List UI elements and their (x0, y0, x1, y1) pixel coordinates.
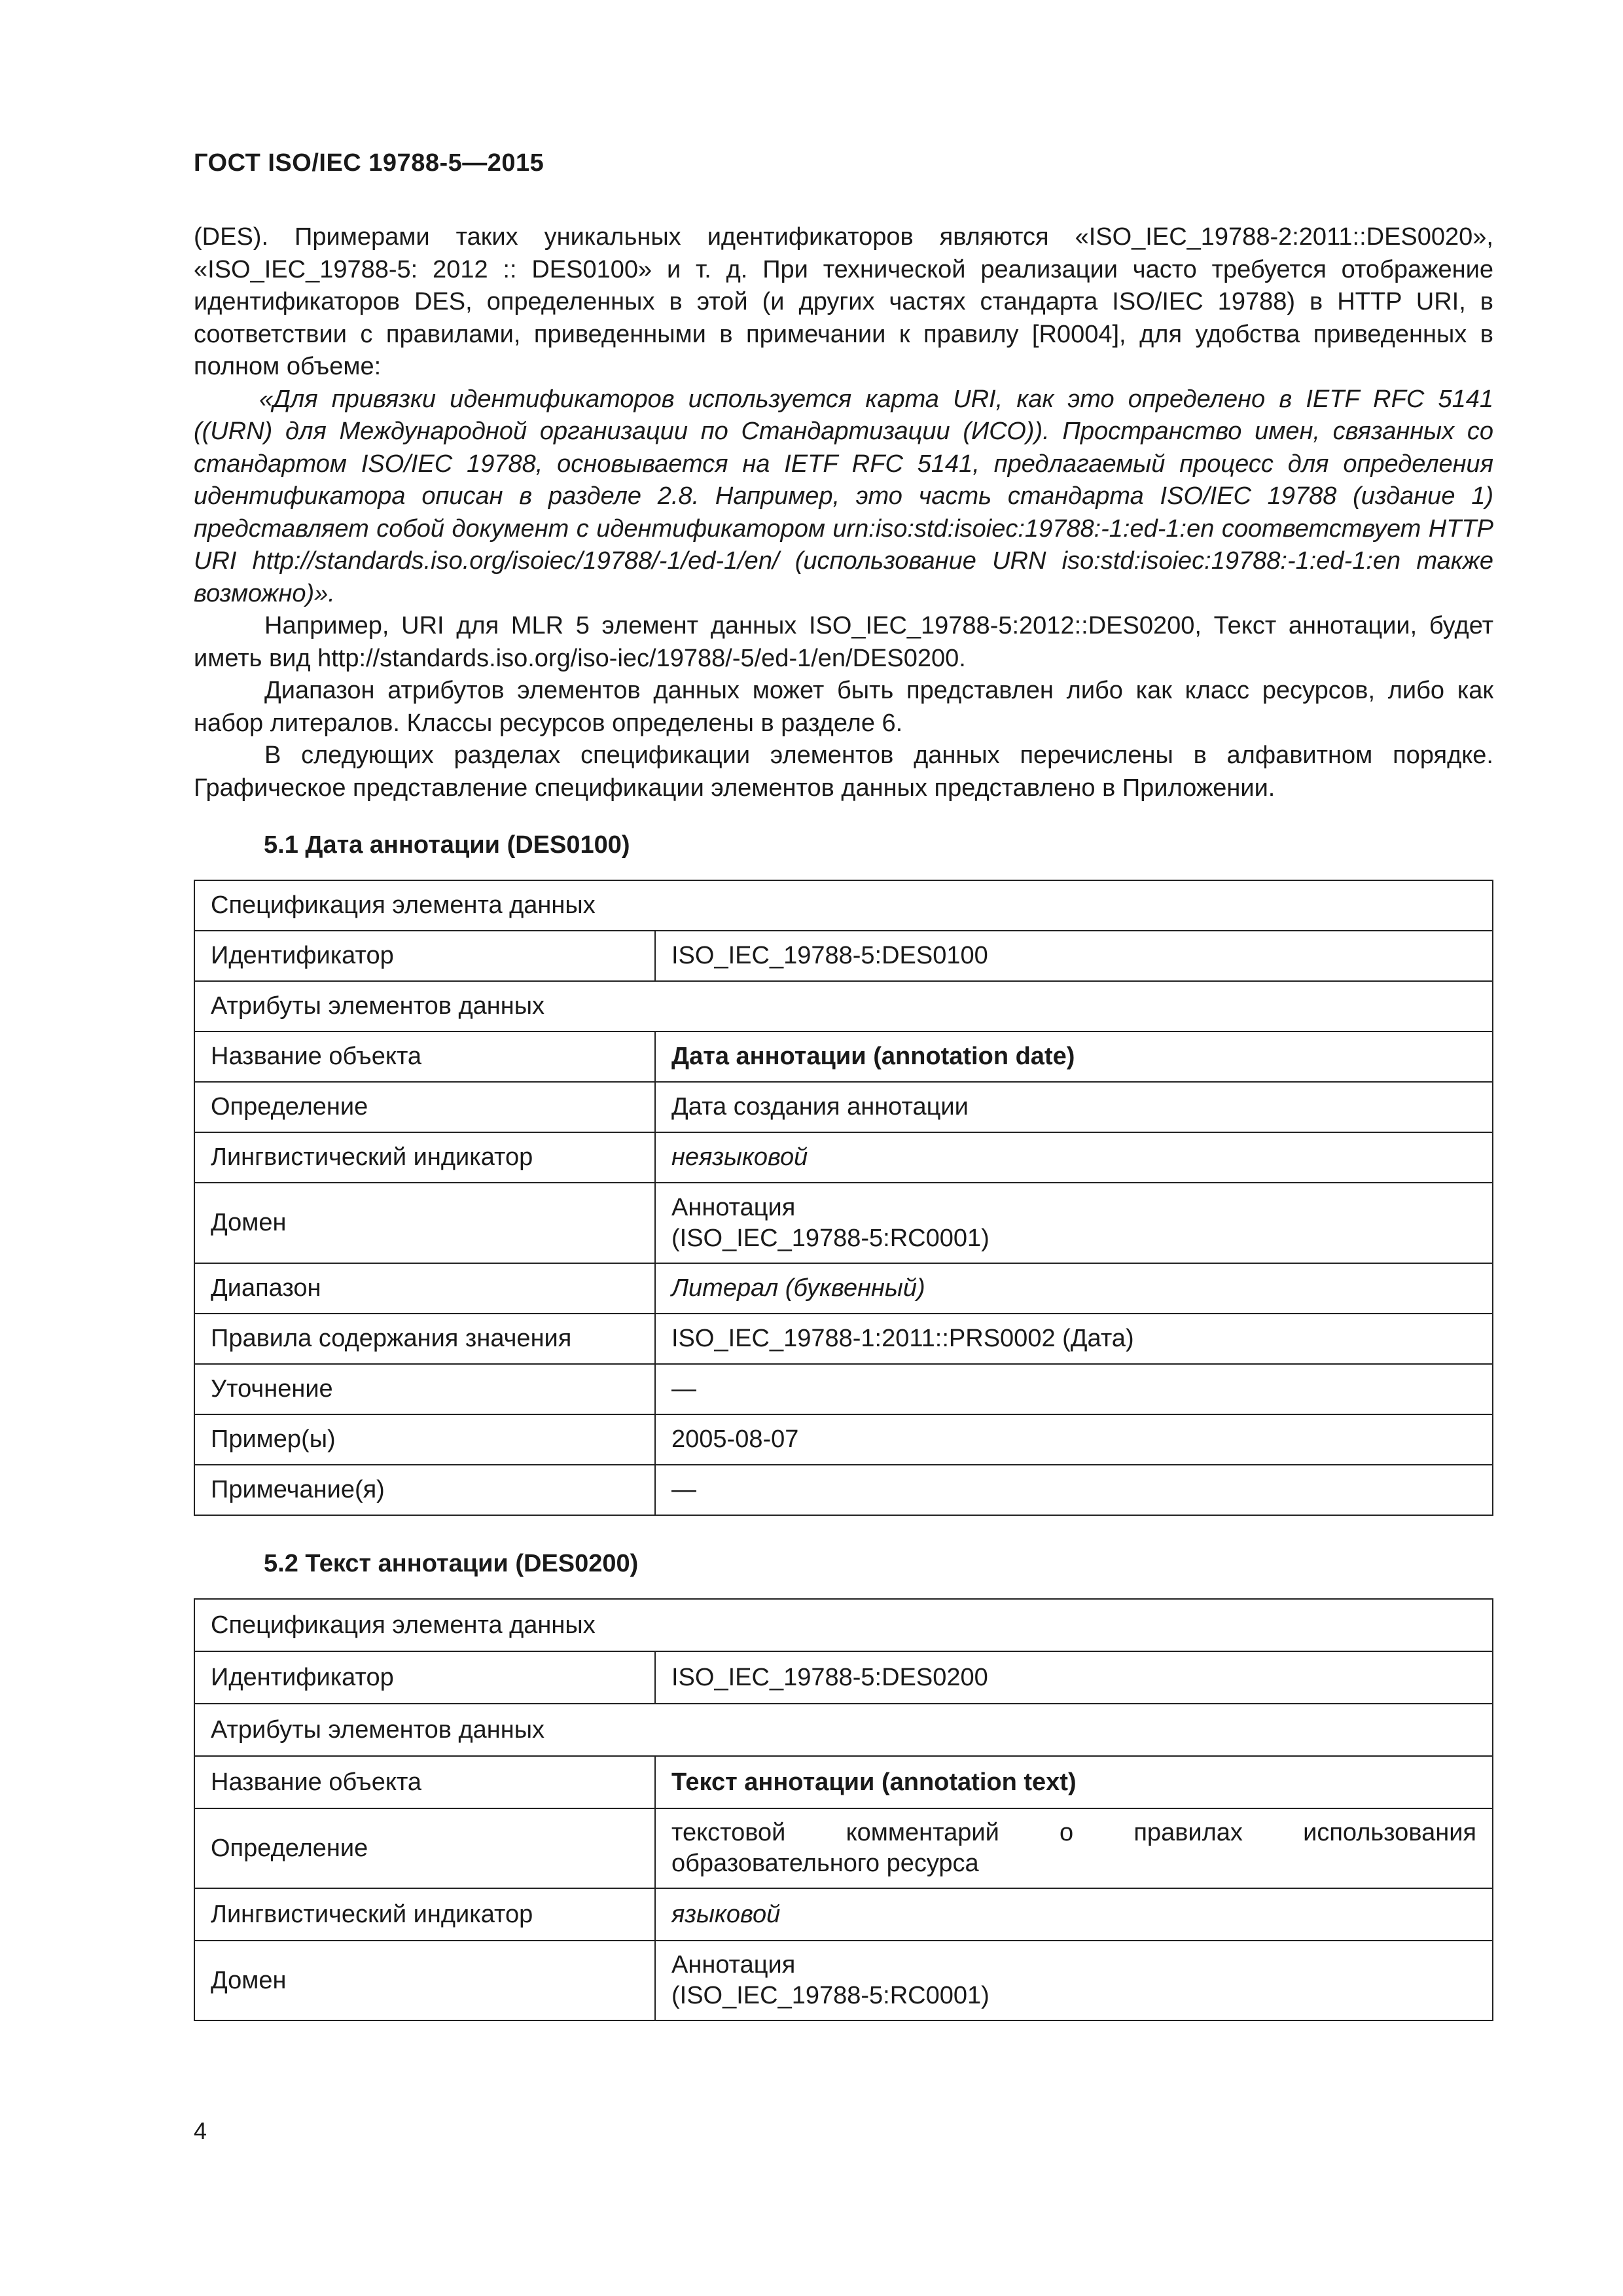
paragraph: Например, URI для MLR 5 элемент данных ISO_IEC_19788-5:2012::DES0200, Текст аннотации, будет иметь вид http://standards.iso.org/iso-iec/19788/-5/ed-1/en/DES0200. (194, 612, 1493, 672)
table-row (194, 1808, 1493, 1888)
table-value-cell: — (655, 1364, 1493, 1414)
table-value-cell: ISO_IEC_19788-1:2011::PRS0002 (Дата) (655, 1314, 1493, 1364)
spec-table-des0100 (194, 880, 1493, 1516)
table-label-cell: Домен (194, 1941, 655, 2020)
table-label-cell: Пример(ы) (194, 1414, 655, 1465)
section-title: 5.1 Дата аннотации (DES0100) (264, 831, 630, 859)
table-label-cell: Правила содержания значения (194, 1314, 655, 1364)
table-label-cell: Лингвистический индикатор (194, 1888, 655, 1941)
table-value-cell: Дата аннотации (annotation date) (655, 1031, 1493, 1082)
body-text (194, 221, 1493, 804)
table-row (194, 1132, 1493, 1183)
table-row (194, 1888, 1493, 1941)
table-label-cell: Идентификатор (194, 1651, 655, 1704)
table-header-cell: Атрибуты элементов данных (194, 981, 1493, 1031)
table-row (194, 1183, 1493, 1263)
table-label-cell: Название объекта (194, 1756, 655, 1808)
table-row (194, 1599, 1493, 1651)
table-row (194, 1082, 1493, 1132)
table-value-cell (655, 1183, 1493, 1263)
page-number: 4 (194, 2117, 207, 2144)
table-label-cell: Диапазон (194, 1263, 655, 1314)
domain-line: Аннотация (671, 1951, 796, 1979)
table-value-cell: текстовой комментарий о правилах использования образовательного ресурса (655, 1808, 1493, 1888)
table-row (194, 1651, 1493, 1704)
table-label-cell: Определение (194, 1082, 655, 1132)
table-value-cell: — (655, 1465, 1493, 1515)
table-row (194, 1465, 1493, 1515)
table-label-cell: Примечание(я) (194, 1465, 655, 1515)
table-row (194, 1704, 1493, 1756)
table-value-cell: Текст аннотации (annotation text) (655, 1756, 1493, 1808)
section-title: 5.2 Текст аннотации (DES0200) (264, 1550, 639, 1577)
quote-paragraph: «Для привязки идентификаторов используется карта URI, как это определено в IETF RFC 5141 ((URN) для Международной организации по Стандартизации (ИСО)). Пространство имен, связанных со стандартом ISO/IEC 19788, основывается на IETF RFC 5141, предлагаемый процесс для определения идентификатора описан в разделе 2.8. Например, это часть стандарта ISO/IEC 19788 (издание 1) представляет собой документ с идентификатором urn:iso:std:isoiec:19788:-1:ed-1:en соответствует HTTP URI http://standards.iso.org/isoiec/19788/-1/ed-1/en/ (использование URN iso:std:isoiec:19788:-1:ed-1:en также возможно)». (194, 385, 1493, 607)
table-row (194, 981, 1493, 1031)
table-header-cell: Спецификация элемента данных (194, 880, 1493, 931)
table-value-cell: языковой (655, 1888, 1493, 1941)
table-row (194, 931, 1493, 981)
table-label-cell: Домен (194, 1183, 655, 1263)
table-label-cell: Определение (194, 1808, 655, 1888)
table-row (194, 1756, 1493, 1808)
paragraph: (DES). Примерами таких уникальных идентификаторов являются «ISO_IEC_19788-2:2011::DES0020», «ISO_IEC_19788-5: 2012 :: DES0100» и т. д. При технической реализации часто требуется отображение идентификаторов DES, определенных в этой (и других частях стандарта ISO/IEC 19788) в HTTP URI, в соответствии с правилами, приведенными в примечании к правилу [R0004], для удобства приведенных в полном объеме: (194, 223, 1493, 380)
table-value-cell: ISO_IEC_19788-5:DES0200 (655, 1651, 1493, 1704)
table-label-cell: Идентификатор (194, 931, 655, 981)
table-row (194, 1314, 1493, 1364)
table-row (194, 1941, 1493, 2020)
table-value-cell: неязыковой (655, 1132, 1493, 1183)
table-value-cell: ISO_IEC_19788-5:DES0100 (655, 931, 1493, 981)
table-label-cell: Лингвистический индикатор (194, 1132, 655, 1183)
table-row (194, 1031, 1493, 1082)
table-row (194, 1364, 1493, 1414)
domain-line: (ISO_IEC_19788-5:RC0001) (671, 1982, 990, 2009)
domain-line: Аннотация (671, 1193, 796, 1221)
table-row (194, 1414, 1493, 1465)
table-value-cell: Дата создания аннотации (655, 1082, 1493, 1132)
table-header-cell: Спецификация элемента данных (194, 1599, 1493, 1651)
table-row (194, 1263, 1493, 1314)
table-row (194, 880, 1493, 931)
table-header-cell: Атрибуты элементов данных (194, 1704, 1493, 1756)
paragraph: Диапазон атрибутов элементов данных может быть представлен либо как класс ресурсов, либо как набор литералов. Классы ресурсов определены в разделе 6. (194, 677, 1493, 737)
document-header: ГОСТ ISO/IEC 19788-5—2015 (194, 149, 544, 177)
domain-line: (ISO_IEC_19788-5:RC0001) (671, 1224, 990, 1252)
table-value-cell (655, 1941, 1493, 2020)
paragraph: В следующих разделах спецификации элементов данных перечислены в алфавитном порядке. Графическое представление спецификации элементов данных представлено в Приложении. (194, 742, 1493, 802)
table-value-cell: Литерал (буквенный) (655, 1263, 1493, 1314)
table-value-cell: 2005-08-07 (655, 1414, 1493, 1465)
table-label-cell: Название объекта (194, 1031, 655, 1082)
spec-table-des0200 (194, 1598, 1493, 2021)
table-label-cell: Уточнение (194, 1364, 655, 1414)
